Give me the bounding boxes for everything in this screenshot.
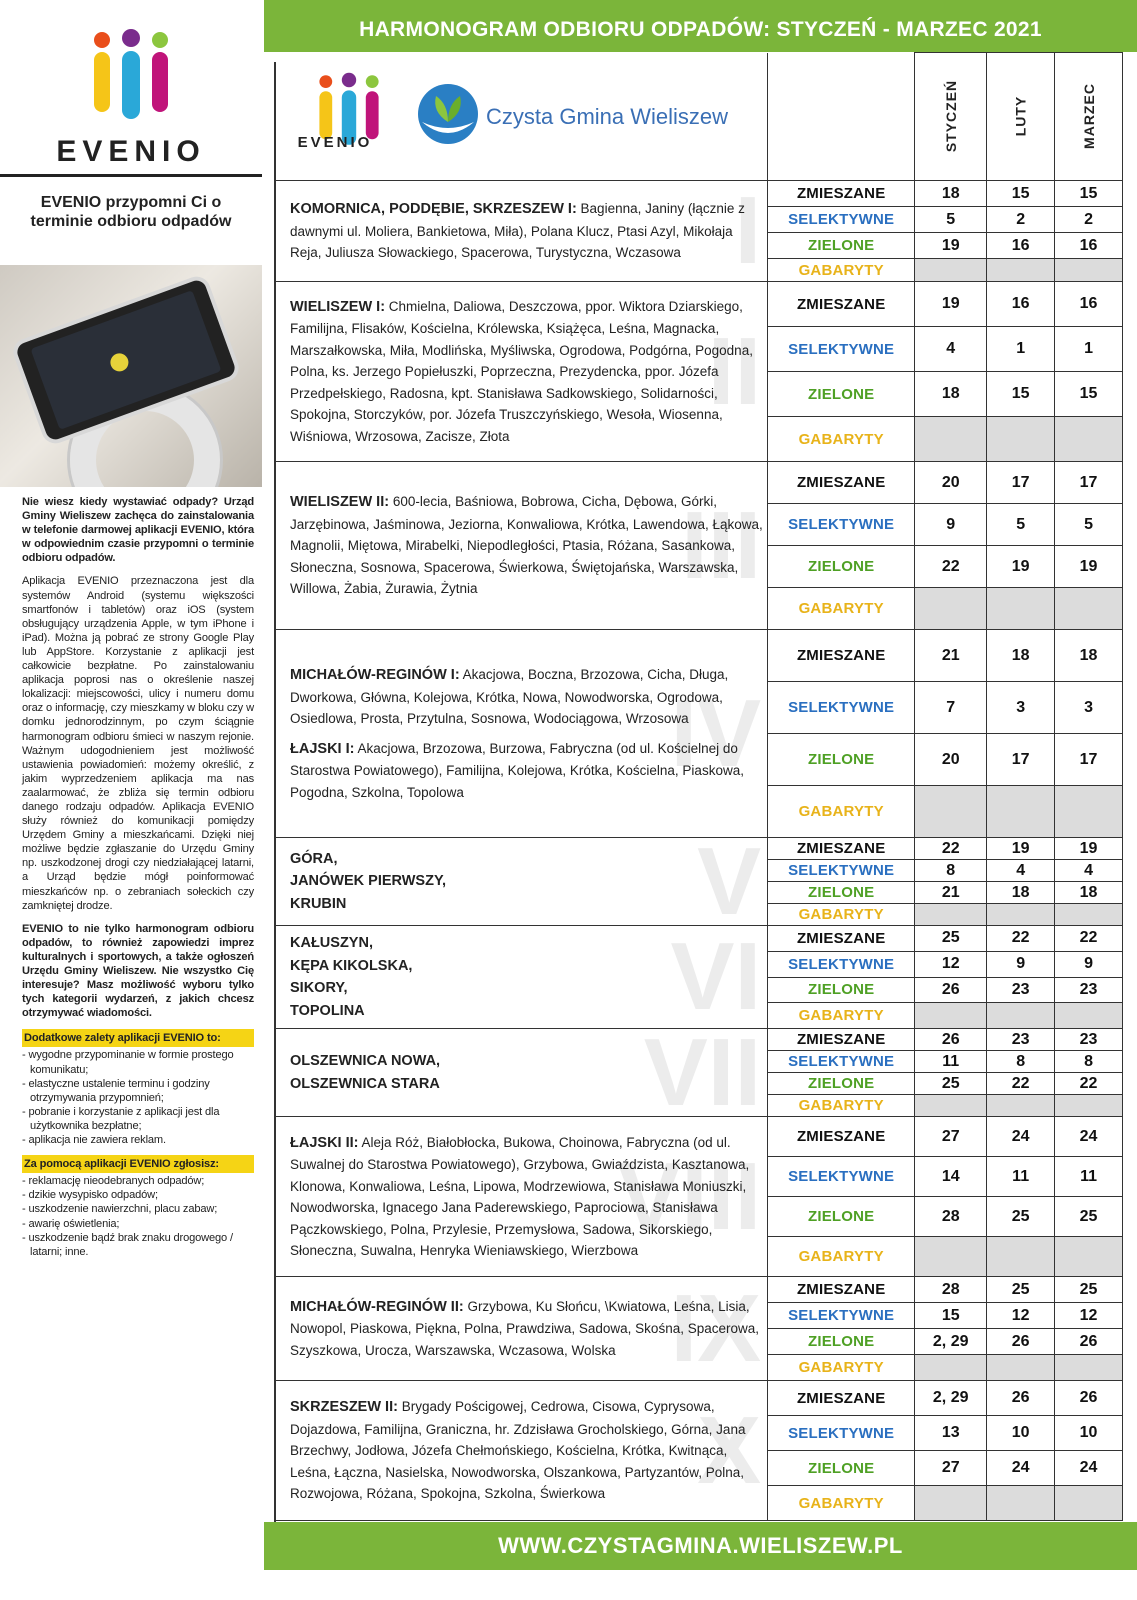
waste-category-g: GABARYTY (768, 1095, 915, 1117)
sidebar-text (22, 495, 254, 1259)
region-streets: Chmielna, Daliowa, Deszczowa, ppor. Wiktora Dziarskiego, Familijna, Flisaków, Kościelna, Królewska, Książęca, Leśna, Magnacka, Marszałkowska, Miła, Modlińska, Myśliwska, Ogrodowa, Podgórna, Pogodna, Polna, ks. Jerzego Popiełuszki, Poprzeczna, Prezydencka, ppor. Józefa Przedpełskiego, Radosna, kpt. Stanisława Sadkowskiego, Solidarności, Spokojna, Storczyków, por. Józefa Truszczyńskiego, Wesoła, Wiosenna, Wiśniowa, Wrzosowa, Zacisze, Złota (290, 298, 753, 444)
pickup-day: 17 (1055, 734, 1123, 786)
app-photo (0, 265, 262, 487)
list-item: - awarię oświetlenia; (22, 1217, 120, 1230)
pickup-day (1055, 259, 1123, 282)
pickup-day: 17 (987, 734, 1055, 786)
pickup-day: 11 (915, 1051, 987, 1073)
pickup-day: 16 (1055, 233, 1123, 259)
region-number: IV (670, 679, 762, 787)
list-item: - dzikie wysypisko odpadów; (22, 1189, 158, 1202)
waste-category-m: ZMIESZANE (768, 181, 915, 207)
advantages-list (22, 1048, 254, 1147)
pickup-day: 12 (987, 1303, 1055, 1329)
region-cell (276, 1117, 768, 1277)
pickup-day (987, 786, 1055, 838)
region-cell (276, 838, 768, 926)
description-paragraph: Aplikacja EVENIO przeznaczona jest dla systemów Android (systemu większości smartfonów i tabletów) oraz iOS (system obsługujący urządzenia Apple, w tym iPhone i iPad). Można ją pobrać ze strony Google Play lub AppStore. Korzystanie z aplikacji jest całkowicie bezpłatne. Po zainstalowaniu aplikacja poprosi nas o określenie naszej lokalizacji: miejscowości, ulicy i numeru domu oraz o informację, czy mieszkamy w bloku czy w domku jednorodzinnym, po czym ściągnie harmonogram odbioru śmieci w naszym rejonie. Ważnym udogodnieniem jest możliwość ustawienia powiadomień: możemy określić, z jakim wyprzedzeniem aplikacja ma nas zaalarmować, że zbliża się termin odbioru danego rodzaju odpadów. Aplikacja EVENIO służy również do komunikacji pomiędzy Urzędem Gminy a mieszkańcami. Dzięki niej możliwe będzie zgłaszanie do Urzędu Gminy np. uszkodzonej drogi czy niedziałającej latarni, a Urząd będzie mógł poinformować mieszkańców np. o zebraniach sołeckich czy zamkniętej drodze. (22, 575, 254, 912)
pickup-day: 18 (915, 181, 987, 207)
pickup-day: 19 (915, 233, 987, 259)
waste-category-g: GABARYTY (768, 904, 915, 926)
pickup-day: 21 (915, 882, 987, 904)
waste-category-z: ZIELONE (768, 882, 915, 904)
region-title: SKRZESZEW II: (290, 1399, 398, 1416)
pickup-day: 22 (987, 1073, 1055, 1095)
region-streets: Brygady Pościgowej, Cedrowa, Cisowa, Cyprysowa, Dojazdowa, Familijna, Graniczna, hr. Zdzisława Grocholskiego, Górna, Jana Brzechwy, Jodłowa, Józefa Chełmońskiego, Kościelna, Krótka, Kwitnąca, Leśna, Łączna, Nasielska, Nowodworska, Olszankowa, Partyzantów, Polna, Rozwojowa, Różana, Spokojna, Szkolna, Świerkowa (290, 1399, 746, 1502)
waste-category-s: SELEKTYWNE (768, 951, 915, 977)
region-number: IX (670, 1276, 762, 1381)
pickup-day: 24 (987, 1451, 1055, 1486)
waste-category-s: SELEKTYWNE (768, 682, 915, 734)
pickup-day: 9 (1055, 951, 1123, 977)
region-cell (276, 926, 768, 1029)
month-header (987, 53, 1055, 181)
pickup-day (987, 904, 1055, 926)
pickup-day: 25 (1055, 1277, 1123, 1303)
region-title: GÓRA, JANÓWEK PIERWSZY, KRUBIN (290, 850, 447, 912)
evenio-small-wordmark: EVENIO (297, 134, 373, 151)
pickup-day: 13 (915, 1416, 987, 1451)
region-streets: Akacjowa, Brzozowa, Burzowa, Fabryczna (od ul. Kościelnej do Starostwa Powiatowego), Familijna, Kolejowa, Krótka, Kościelna, Piaskowa, Pogodna, Szkolna, Topolowa (290, 740, 744, 800)
advantages-heading: Dodatkowe zalety aplikacji EVENIO to: (22, 1029, 254, 1047)
pickup-day: 2 (1055, 207, 1123, 233)
pickup-day: 22 (1055, 1073, 1123, 1095)
pickup-day: 16 (1055, 282, 1123, 327)
pickup-day: 25 (915, 926, 987, 952)
pickup-day: 4 (987, 860, 1055, 882)
pickup-day (1055, 1486, 1123, 1521)
pickup-day: 8 (987, 1051, 1055, 1073)
waste-category-m: ZMIESZANE (768, 630, 915, 682)
schedule-row (276, 462, 1123, 504)
region-cell (276, 1277, 768, 1381)
pickup-day: 8 (1055, 1051, 1123, 1073)
waste-category-m: ZMIESZANE (768, 1381, 915, 1416)
waste-category-s: SELEKTYWNE (768, 1303, 915, 1329)
month-label: MARZEC (1080, 82, 1097, 149)
pickup-day (987, 259, 1055, 282)
pickup-day: 12 (915, 951, 987, 977)
waste-category-z: ZIELONE (768, 372, 915, 417)
region-cell (276, 181, 768, 282)
pickup-day: 25 (987, 1197, 1055, 1237)
waste-category-z: ZIELONE (768, 546, 915, 588)
region-title: WIELISZEW II: (290, 494, 390, 511)
schedule-row (276, 1277, 1123, 1303)
region-title: KAŁUSZYN, KĘPA KIKOLSKA, SIKORY, TOPOLINA (290, 935, 413, 1019)
month-label: LUTY (1012, 95, 1029, 136)
pickup-day: 22 (1055, 926, 1123, 952)
list-item: - uszkodzenie nawierzchni, placu zabaw; (22, 1203, 218, 1216)
pickup-day: 9 (987, 951, 1055, 977)
waste-category-m: ZMIESZANE (768, 926, 915, 952)
waste-category-m: ZMIESZANE (768, 462, 915, 504)
pickup-day: 1 (1055, 327, 1123, 372)
pickup-day: 2 (987, 207, 1055, 233)
pickup-day (1055, 1003, 1123, 1029)
pickup-day (1055, 1237, 1123, 1277)
pickup-day: 3 (1055, 682, 1123, 734)
pickup-day: 28 (915, 1197, 987, 1237)
pickup-day: 23 (1055, 1029, 1123, 1051)
waste-category-s: SELEKTYWNE (768, 504, 915, 546)
list-item: - uszkodzenie bądź brak znaku drogowego / latarni; inne. (22, 1231, 233, 1258)
region-number: II (707, 317, 762, 425)
pickup-day: 24 (1055, 1451, 1123, 1486)
region-number: VI (670, 925, 762, 1029)
pickup-day: 16 (987, 282, 1055, 327)
pickup-day: 20 (915, 462, 987, 504)
waste-category-g: GABARYTY (768, 1355, 915, 1381)
pickup-day (987, 1486, 1055, 1521)
evenio-logo (0, 0, 262, 176)
pickup-day: 2, 29 (915, 1329, 987, 1355)
list-item: - reklamację nieodebranych odpadów; (22, 1175, 205, 1188)
region-title: OLSZEWNICA NOWA, OLSZEWNICA STARA (290, 1053, 441, 1092)
pickup-day: 15 (987, 181, 1055, 207)
region-title: ŁAJSKI II: (290, 1134, 359, 1151)
pickup-day: 22 (915, 546, 987, 588)
partner-name: Czysta Gmina Wieliszew (486, 104, 729, 129)
pickup-day: 5 (987, 504, 1055, 546)
pickup-day (987, 1237, 1055, 1277)
remind-heading: EVENIO przypomni Ci o terminie odbioru odpadów (30, 194, 232, 230)
pickup-day: 7 (915, 682, 987, 734)
pickup-day (1055, 417, 1123, 462)
pickup-day: 21 (915, 630, 987, 682)
pickup-day: 11 (987, 1157, 1055, 1197)
pickup-day: 19 (1055, 546, 1123, 588)
reports-heading: Za pomocą aplikacji EVENIO zgłosisz: (22, 1155, 254, 1173)
pickup-day (915, 417, 987, 462)
pickup-day: 26 (915, 977, 987, 1003)
pickup-day (987, 588, 1055, 630)
pickup-day (1055, 1095, 1123, 1117)
region-title: MICHAŁÓW-REGINÓW II: (290, 1298, 464, 1315)
waste-category-z: ZIELONE (768, 734, 915, 786)
logo-underline (0, 174, 262, 177)
pickup-day: 3 (987, 682, 1055, 734)
pickup-day (915, 1003, 987, 1029)
schedule-row (276, 838, 1123, 860)
waste-category-m: ZMIESZANE (768, 1277, 915, 1303)
waste-category-s: SELEKTYWNE (768, 860, 915, 882)
pickup-day: 22 (987, 926, 1055, 952)
region-streets: Akacjowa, Boczna, Brzozowa, Cicha, Długa, Dworkowa, Główna, Kolejowa, Krótka, Nowa, Nowodworska, Ogrodowa, Osiedlowa, Prosta, Przytulna, Sosnowa, Wodociągowa, Wrzosowa (290, 667, 729, 726)
pickup-day: 11 (1055, 1157, 1123, 1197)
pickup-day (987, 1003, 1055, 1029)
waste-category-z: ZIELONE (768, 977, 915, 1003)
pickup-day: 27 (915, 1451, 987, 1486)
pickup-day: 17 (987, 462, 1055, 504)
pickup-day: 19 (915, 282, 987, 327)
pickup-day: 26 (987, 1381, 1055, 1416)
pickup-day: 16 (987, 233, 1055, 259)
pickup-day: 15 (1055, 181, 1123, 207)
waste-category-z: ZIELONE (768, 1329, 915, 1355)
pickup-day (915, 1095, 987, 1117)
pickup-day: 24 (1055, 1117, 1123, 1157)
region-cell (276, 282, 768, 462)
pickup-day: 23 (1055, 977, 1123, 1003)
pickup-day: 25 (987, 1277, 1055, 1303)
pickup-day: 15 (1055, 372, 1123, 417)
waste-category-g: GABARYTY (768, 1003, 915, 1029)
evenio-wordmark: EVENIO (56, 135, 206, 168)
waste-category-m: ZMIESZANE (768, 838, 915, 860)
pickup-day: 18 (987, 882, 1055, 904)
waste-category-g: GABARYTY (768, 259, 915, 282)
schedule-row (276, 1117, 1123, 1157)
waste-category-g: GABARYTY (768, 786, 915, 838)
region-number: X (697, 1396, 762, 1504)
pickup-day: 25 (1055, 1197, 1123, 1237)
month-header (1055, 53, 1123, 181)
waste-category-m: ZMIESZANE (768, 1117, 915, 1157)
pickup-day: 26 (987, 1329, 1055, 1355)
region-title: ŁAJSKI I: (290, 740, 355, 757)
pickup-day: 26 (1055, 1329, 1123, 1355)
region-streets: 600-lecia, Baśniowa, Bobrowa, Cicha, Dębowa, Górki, Jarzębinowa, Jaśminowa, Jeziorna, Konwaliowa, Krótka, Lawendowa, Łąkowa, Magnolii, Miętowa, Mirabelki, Niepodległości, Ptasia, Różana, Sasankowa, Słoneczna, Sosnowa, Spacerowa, Świerkowa, Świętojańska, Warszawska, Willowa, Żabia, Żurawia, Żytnia (290, 494, 763, 597)
pickup-day: 10 (1055, 1416, 1123, 1451)
pickup-day (915, 1237, 987, 1277)
pickup-day: 18 (987, 630, 1055, 682)
schedule-row (276, 1381, 1123, 1416)
region-number: V (697, 837, 762, 926)
list-item: - elastyczne ustalenie terminu i godziny otrzymywania przypomnień; (22, 1077, 210, 1104)
pickup-day: 26 (915, 1029, 987, 1051)
pickup-day: 19 (1055, 838, 1123, 860)
schedule-row (276, 1029, 1123, 1051)
pickup-day: 5 (1055, 504, 1123, 546)
pickup-day: 24 (987, 1117, 1055, 1157)
pickup-day: 14 (915, 1157, 987, 1197)
waste-category-g: GABARYTY (768, 1237, 915, 1277)
waste-category-z: ZIELONE (768, 233, 915, 259)
waste-category-s: SELEKTYWNE (768, 327, 915, 372)
page-title: HARMONOGRAM ODBIORU ODPADÓW: STYCZEŃ - MARZEC 2021 (264, 0, 1137, 52)
pickup-day (915, 1486, 987, 1521)
region-number: I (734, 180, 762, 282)
pickup-day: 1 (987, 327, 1055, 372)
waste-category-s: SELEKTYWNE (768, 1416, 915, 1451)
schedule-table (276, 52, 1123, 1521)
pickup-day (1055, 588, 1123, 630)
waste-category-g: GABARYTY (768, 588, 915, 630)
pickup-day: 20 (915, 734, 987, 786)
waste-category-m: ZMIESZANE (768, 1029, 915, 1051)
pickup-day: 4 (915, 327, 987, 372)
month-header (915, 53, 987, 181)
list-item: - wygodne przypominanie w formie prostego komunikatu; (22, 1049, 234, 1076)
reports-list (22, 1174, 254, 1259)
pickup-day: 12 (1055, 1303, 1123, 1329)
pickup-day: 10 (987, 1416, 1055, 1451)
pickup-day (1055, 786, 1123, 838)
pickup-day: 23 (987, 977, 1055, 1003)
sidebar (0, 0, 262, 1600)
region-number: III (681, 491, 762, 599)
list-item: - pobranie i korzystanie z aplikacji jest dla użytkownika bezpłatne; (22, 1105, 220, 1132)
waste-category-s: SELEKTYWNE (768, 207, 915, 233)
events-paragraph: EVENIO to nie tylko harmonogram odbioru odpadów, to również zapowiedzi imprez kulturalnych i sportowych, a także ogłoszeń Urzędu Gminy Wieliszew. Nie wszystko Cię interesuje? Masz możliwość wyboru tylko tych kategorii wydarzeń, z jakich chcesz otrzymywać wiadomości. (22, 922, 254, 1020)
waste-category-s: SELEKTYWNE (768, 1051, 915, 1073)
waste-category-s: SELEKTYWNE (768, 1157, 915, 1197)
evenio-people-icon (90, 28, 172, 128)
waste-category-z: ZIELONE (768, 1197, 915, 1237)
region-title: MICHAŁÓW-REGINÓW I: (290, 667, 460, 683)
pickup-day: 15 (987, 372, 1055, 417)
pickup-day: 18 (1055, 630, 1123, 682)
pickup-day: 19 (987, 838, 1055, 860)
pickup-day (1055, 904, 1123, 926)
pickup-day (987, 1355, 1055, 1381)
region-title: KOMORNICA, PODDĘBIE, SKRZESZEW I: (290, 201, 577, 218)
schedule-row (276, 282, 1123, 327)
pickup-day: 18 (1055, 882, 1123, 904)
region-streets: Grzybowa, Ku Słońcu, \Kwiatowa, Leśna, Lisia, Nowopol, Piaskowa, Piękna, Polna, Prawdziwa, Sadowa, Skośna, Spacerowa, Szyszkowa, Urocza, Warszawska, Wczasowa, Wolska (290, 1298, 759, 1358)
pickup-day: 26 (1055, 1381, 1123, 1416)
pickup-day: 23 (987, 1029, 1055, 1051)
pickup-day (915, 259, 987, 282)
pickup-day (915, 904, 987, 926)
pickup-day (987, 417, 1055, 462)
pickup-day (915, 786, 987, 838)
intro-paragraph: Nie wiesz kiedy wystawiać odpady? Urząd Gminy Wieliszew zachęca do zainstalowania w telefonie darmowej aplikacji EVENIO, która w odpowiednim czasie przypomni o terminie odbioru odpadów. (22, 496, 254, 565)
pickup-day (1055, 1355, 1123, 1381)
month-label: STYCZEŃ (943, 79, 960, 152)
pickup-day: 22 (915, 838, 987, 860)
schedule-row (276, 181, 1123, 207)
region-number: VII (643, 1028, 762, 1117)
waste-category-g: GABARYTY (768, 1486, 915, 1521)
region-number: VIII (617, 1142, 762, 1250)
region-streets: Aleja Róż, Białobłocka, Bukowa, Choinowa, Fabryczna (od ul. Suwalnej do Starostwa Powiatowego), Grzybowa, Gwiaździsta, Kasztanowa, Klonowa, Konwaliowa, Leśna, Lipowa, Modrzewiowa, Stanisława Moniuszki, Nowodworska, Ignacego Jana Paderewskiego, Paprociowa, Stanisława Pączkowskiego, Polna, Przylesie, Przemysłowa, Sadowa, Sikorskiego, Słoneczna, Suwalna, Henryka Wieniawskiego, Wierzbowa (290, 1134, 750, 1258)
waste-category-m: ZMIESZANE (768, 282, 915, 327)
pickup-day (915, 1355, 987, 1381)
region-cell (276, 1029, 768, 1117)
pickup-day: 28 (915, 1277, 987, 1303)
region-cell (276, 1381, 768, 1521)
schedule-row (276, 630, 1123, 682)
pickup-day: 27 (915, 1117, 987, 1157)
region-cell (276, 462, 768, 630)
pickup-day: 4 (1055, 860, 1123, 882)
pickup-day: 8 (915, 860, 987, 882)
region-streets: Bagienna, Janiny (łącznie z dawnymi ul. Moliera, Bankietowa, Miła), Polana Klucz, Ptasi Azyl, Mikołaja Reja, Juliusza Słowackiego, Spacerowa, Turystyczna, Wczasowa (290, 201, 745, 261)
footer-url[interactable]: WWW.CZYSTAGMINA.WIELISZEW.PL (264, 1522, 1137, 1570)
pickup-day (987, 1095, 1055, 1117)
pickup-day: 17 (1055, 462, 1123, 504)
waste-category-z: ZIELONE (768, 1073, 915, 1095)
pickup-day: 25 (915, 1073, 987, 1095)
list-item: - aplikacja nie zawiera reklam. (22, 1134, 166, 1147)
schedule-row (276, 926, 1123, 952)
waste-category-g: GABARYTY (768, 417, 915, 462)
waste-category-z: ZIELONE (768, 1451, 915, 1486)
pickup-day: 15 (915, 1303, 987, 1329)
pickup-day: 19 (987, 546, 1055, 588)
region-title: WIELISZEW I: (290, 298, 386, 315)
region-cell (276, 630, 768, 838)
pickup-day (915, 588, 987, 630)
pickup-day: 2, 29 (915, 1381, 987, 1416)
pickup-day: 18 (915, 372, 987, 417)
pickup-day: 5 (915, 207, 987, 233)
pickup-day: 9 (915, 504, 987, 546)
